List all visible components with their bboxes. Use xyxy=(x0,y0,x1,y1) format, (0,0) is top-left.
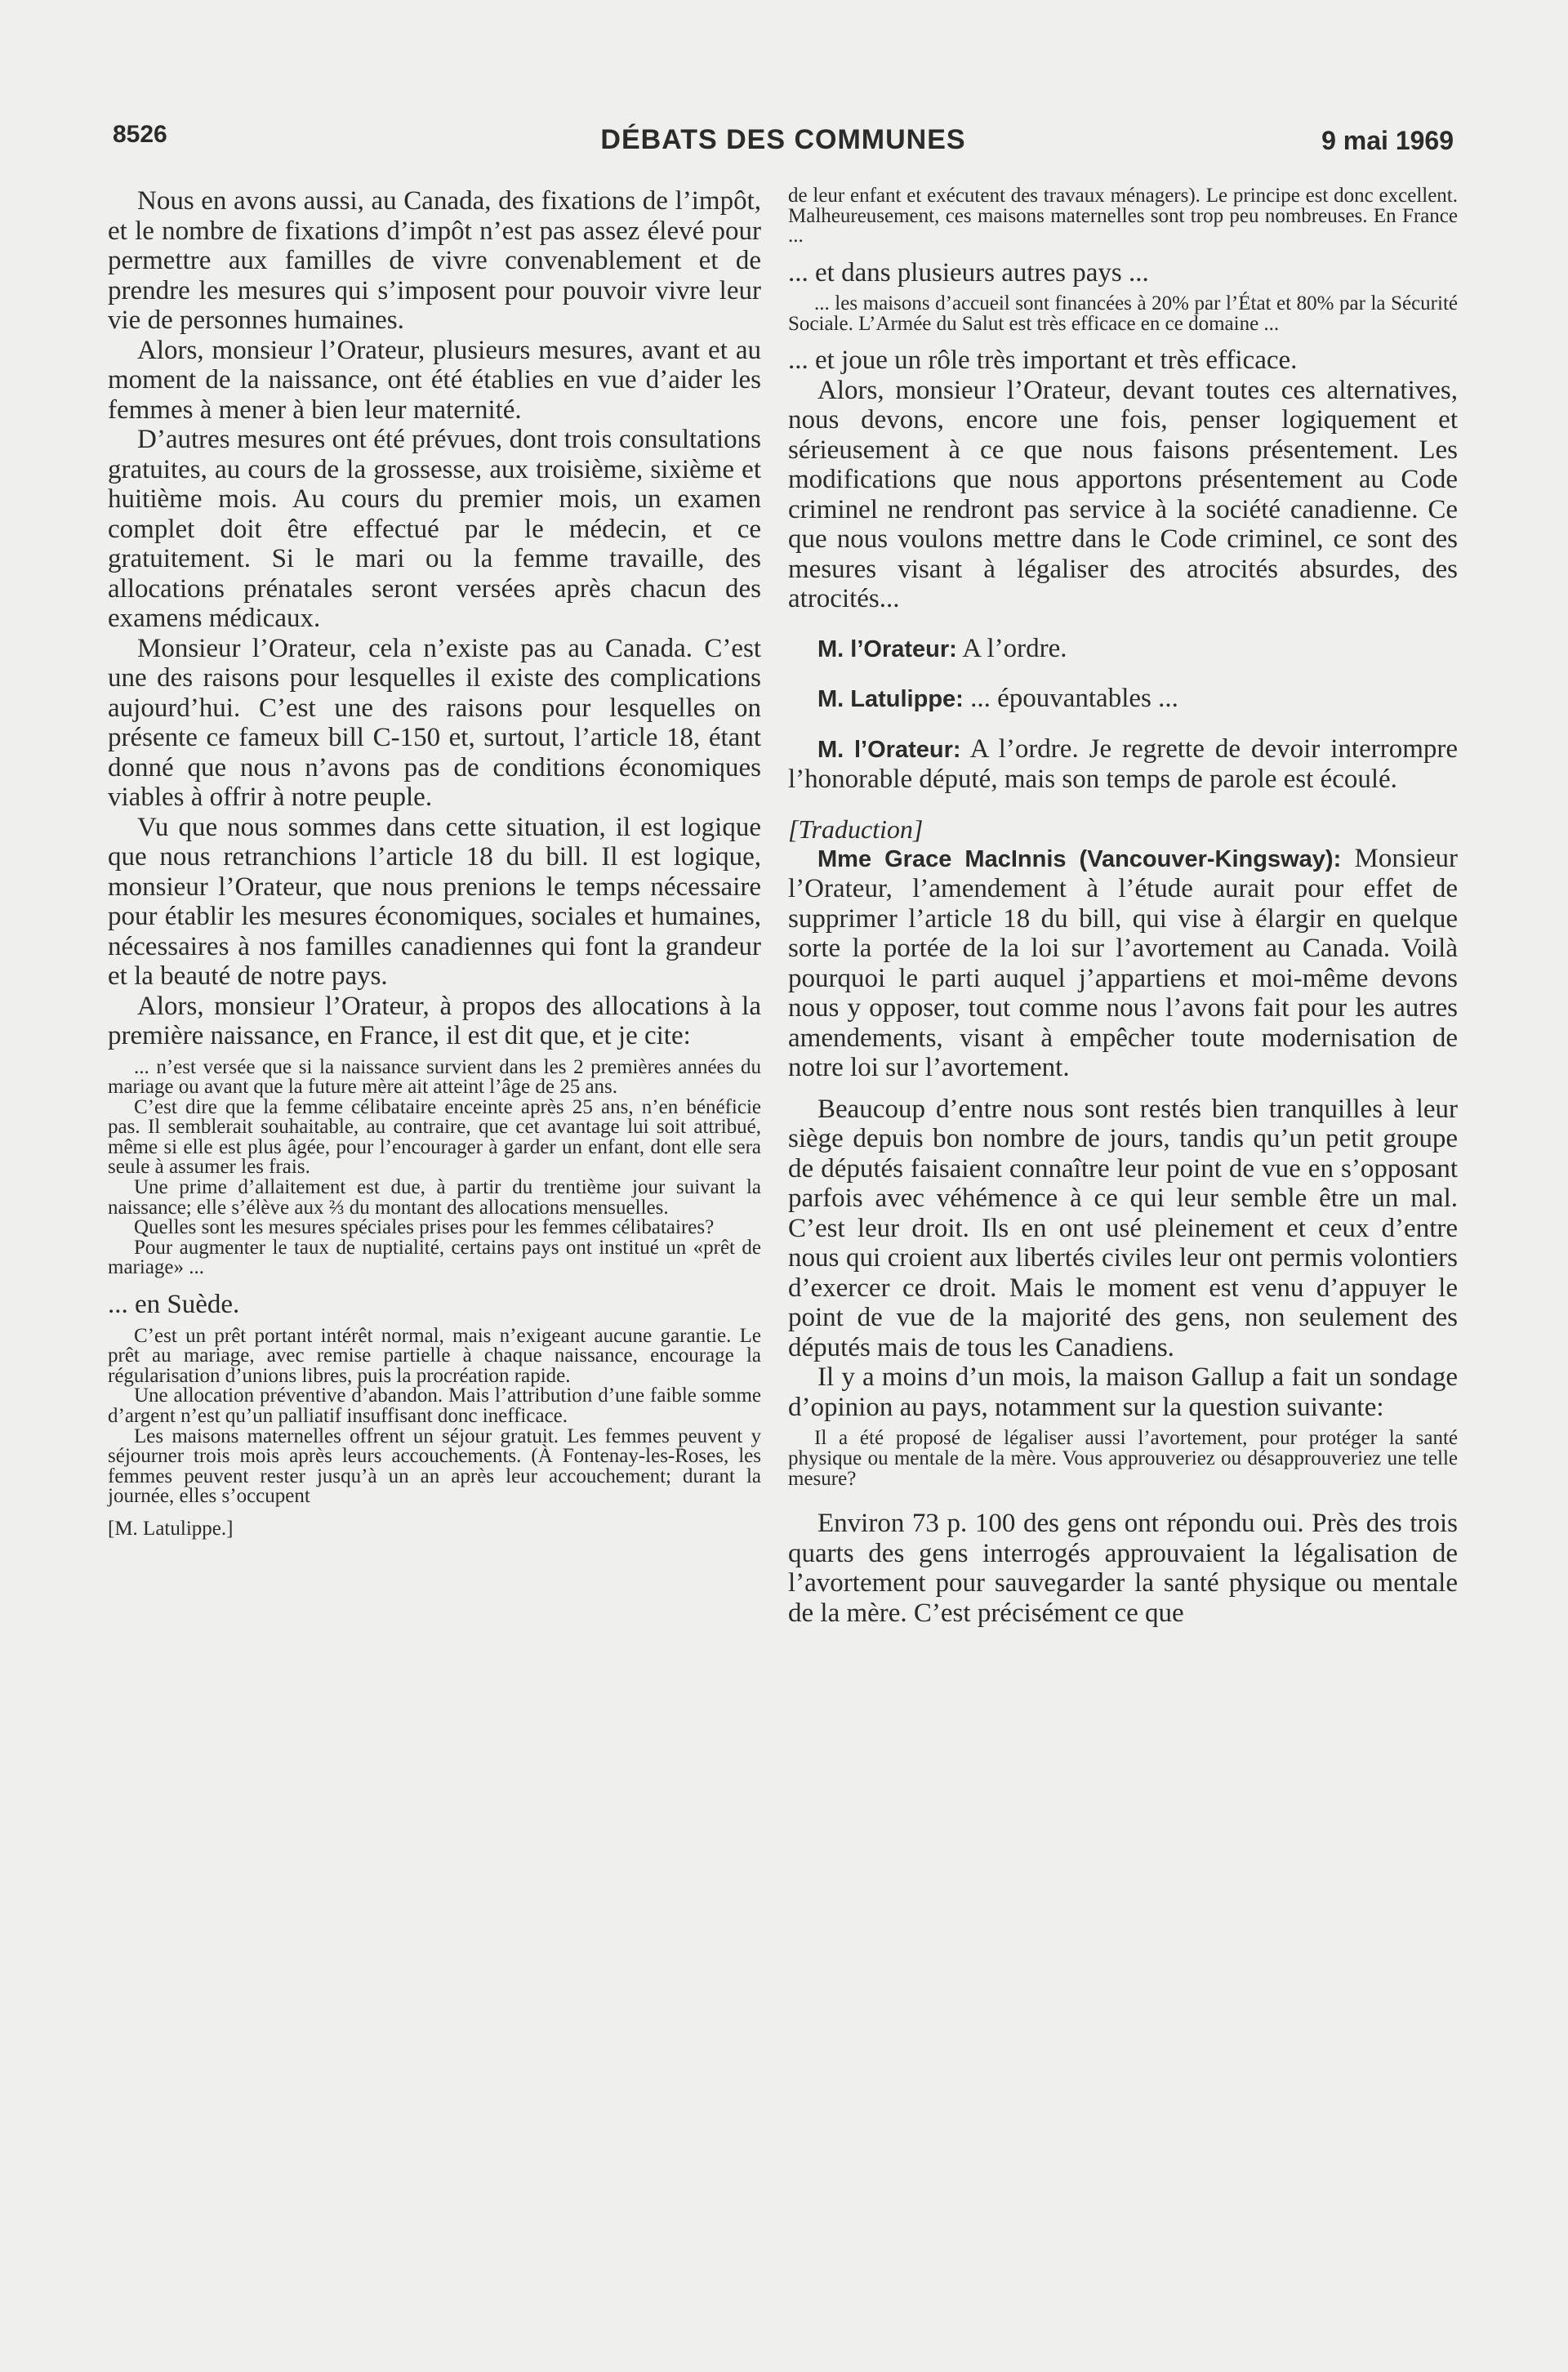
running-title: DÉBATS DES COMMUNES xyxy=(600,124,966,155)
page-header xyxy=(113,121,1454,162)
paragraph: Alors, monsieur l’Orateur, plusieurs mesures, avant et au moment de la naissance, ont été établies en vue d’aider les femmes à mener à bien leur maternité. xyxy=(108,335,761,425)
paragraph: Il y a moins d’un mois, la maison Gallup a fait un sondage d’opinion au pays, notamment sur la question suivante: xyxy=(788,1362,1458,1422)
paragraph: ... et joue un rôle très important et très efficace. xyxy=(788,346,1298,376)
left-column xyxy=(108,186,761,1540)
block-quote: C’est dire que la femme célibataire enceinte après 25 ans, n’en bénéficie pas. Il semblerait souhaitable, au contraire, que cet avantage lui soit attribué, même si elle est plus âgée, pour l’encourager à garder un enfant, dont elle sera seule à assumer les frais. xyxy=(108,1095,761,1179)
speaker-turn xyxy=(788,684,1458,715)
block-quote: Il a été proposé de légaliser aussi l’avortement, pour protéger la santé physique ou mentale de la mère. Vous approuveriez ou désapprouveriez une telle mesure? xyxy=(788,1427,1458,1490)
block-quote: C’est un prêt portant intérêt normal, mais n’exigeant aucune garantie. Le prêt au mariage, avec remise partielle à chaque naissance, encourage la régularisation d’unions libres, puis la procréation rapide. xyxy=(108,1324,761,1387)
block-quote: Pour augmenter le taux de nuptialité, certains pays ont institué un «prêt de mariage» ... xyxy=(108,1236,761,1279)
block-quote: Une allocation préventive d’abandon. Mais l’attribution d’une faible somme d’argent n’est qu’un palliatif insuffisant donc inefficace. xyxy=(108,1384,761,1427)
page-number: 8526 xyxy=(113,121,167,148)
speaker-name: Mme Grace MacInnis (Vancouver-Kingsway): xyxy=(817,845,1342,872)
speaker-turn xyxy=(788,734,1458,795)
block-quote: Les maisons maternelles offrent un séjour gratuit. Les femmes peuvent y séjourner trois mois après leurs accouchements. (À Fontenay-les-Roses, les femmes peuvent rester jusqu’à un an après leur accouchement; durant la journée, elles s’occupent xyxy=(108,1425,761,1508)
speaker-text: ... épouvantables ... xyxy=(963,684,1178,714)
paragraph: ... et dans plusieurs autres pays ... xyxy=(788,257,1149,288)
speaker-name: M. l’Orateur: xyxy=(817,736,961,763)
speaker-text: A l’ordre. Je regrette de devoir interrompre l’honorable député, mais son temps de parole est écoulé. xyxy=(788,733,1458,795)
speaker-turn xyxy=(788,634,1458,665)
block-quote: Une prime d’allaitement est due, à partir du trentième jour suivant la naissance; elle s’élève aux ⅔ du montant des allocations mensuelles. xyxy=(108,1176,761,1219)
speaker-turn xyxy=(788,844,1458,1083)
paragraph: ... en Suède. xyxy=(108,1290,240,1320)
translation-marker: [Traduction] xyxy=(788,814,924,844)
paragraph: Monsieur l’Orateur, cela n’existe pas au Canada. C’est une des raisons pour lesquelles il existe des complications aujourd’hui. C’est une des raisons pour lesquelles on présente ce fameux bill C-150 et, surtout, l’article 18, étant donné que nous n’avons pas de conditions économiques viables à offrir à notre peuple. xyxy=(108,633,761,812)
paragraph: Beaucoup d’entre nous sont restés bien tranquilles à leur siège depuis bon nombre de jours, tandis qu’un petit groupe de députés faisaient connaître leur point de vue en s’opposant parfois avec véhémence à ce qui leur semble être un mal. C’est leur droit. Ils en ont usé pleinement et ceux d’entre nous qui croient aux libertés civiles leur ont permis volontiers d’exercer ce droit. Mais le moment est venu d’appuyer le point de vue de la majorité des gens, non seulement des députés mais de tous les Canadiens. xyxy=(788,1094,1458,1362)
speaker-attribution: [M. Latulippe.] xyxy=(108,1517,234,1540)
block-quote: ... les maisons d’accueil sont financées à 20% par l’État et 80% par la Sécurité Sociale. L’Armée du Salut est très efficace en ce domaine ... xyxy=(788,292,1458,335)
paragraph: Nous en avons aussi, au Canada, des fixations de l’impôt, et le nombre de fixations d’impôt n’est pas assez élevé pour permettre aux familles de vivre convenablement et de prendre les mesures qui s’imposent pour pouvoir vivre leur vie de personnes humaines. xyxy=(108,186,761,335)
right-column xyxy=(788,186,1458,1628)
paragraph: Vu que nous sommes dans cette situation, il est logique que nous retranchions l’article 18 du bill. Il est logique, monsieur l’Orateur, que nous prenions le temps nécessaire pour établir les mesures économiques, sociales et humaines, nécessaires à nos familles canadiennes qui font la grandeur et la beauté de notre pays. xyxy=(108,812,761,991)
paragraph: D’autres mesures ont été prévues, dont trois consultations gratuites, au cours de la grossesse, aux troisième, sixième et huitième mois. Au cours du premier mois, un examen complet doit être effectué par le médecin, et ce gratuitement. Si le mari ou la femme travaille, des allocations prénatales seront versées après chacun des examens médicaux. xyxy=(108,425,761,633)
speaker-text: A l’ordre. xyxy=(956,633,1067,663)
paragraph: Environ 73 p. 100 des gens ont répondu oui. Près des trois quarts des gens interrogés approuvaient la légalisation de l’avortement pour sauvegarder la santé physique ou mentale de la mère. C’est précisément ce que xyxy=(788,1509,1458,1628)
speaker-text: Monsieur l’Orateur, l’amendement à l’étude aurait pour effet de supprimer l’article 18 du bill, qui vise à élargir en quelque sorte la portée de la loi sur l’avortement au Canada. Voilà pourquoi le parti auquel j’appartiens et moi-même devons nous y opposer, tout comme nous l’avons fait pour les autres amendements, visant à empêcher toute modernisation de notre loi sur l’avortement. xyxy=(788,843,1458,1083)
speaker-name: M. l’Orateur: xyxy=(817,635,957,662)
paragraph: Alors, monsieur l’Orateur, devant toutes ces alternatives, nous devons, encore une fois, penser logiquement et sérieusement à ce que nous faisons présentement. Les modifications que nous apportons présentement au Code criminel ne rendront pas service à la société canadienne. Ce que nous voulons mettre dans le Code criminel, ce sont des mesures visant à légaliser des atrocités absurdes, des atrocités... xyxy=(788,375,1458,614)
block-quote: Quelles sont les mesures spéciales prises pour les femmes célibataires? xyxy=(134,1216,715,1239)
block-quote: ... n’est versée que si la naissance survient dans les 2 premières années du mariage ou avant que la future mère ait atteint l’âge de 25 ans. xyxy=(108,1055,761,1099)
block-quote: de leur enfant et exécutent des travaux ménagers). Le principe est donc excellent. Malheureusement, ces maisons maternelles sont trop peu nombreuses. En France ... xyxy=(788,185,1458,247)
paragraph: Alors, monsieur l’Orateur, à propos des allocations à la première naissance, en France, il est dit que, et je cite: xyxy=(108,991,761,1050)
page-date: 9 mai 1969 xyxy=(1321,126,1454,155)
speaker-name: M. Latulippe: xyxy=(817,686,964,713)
